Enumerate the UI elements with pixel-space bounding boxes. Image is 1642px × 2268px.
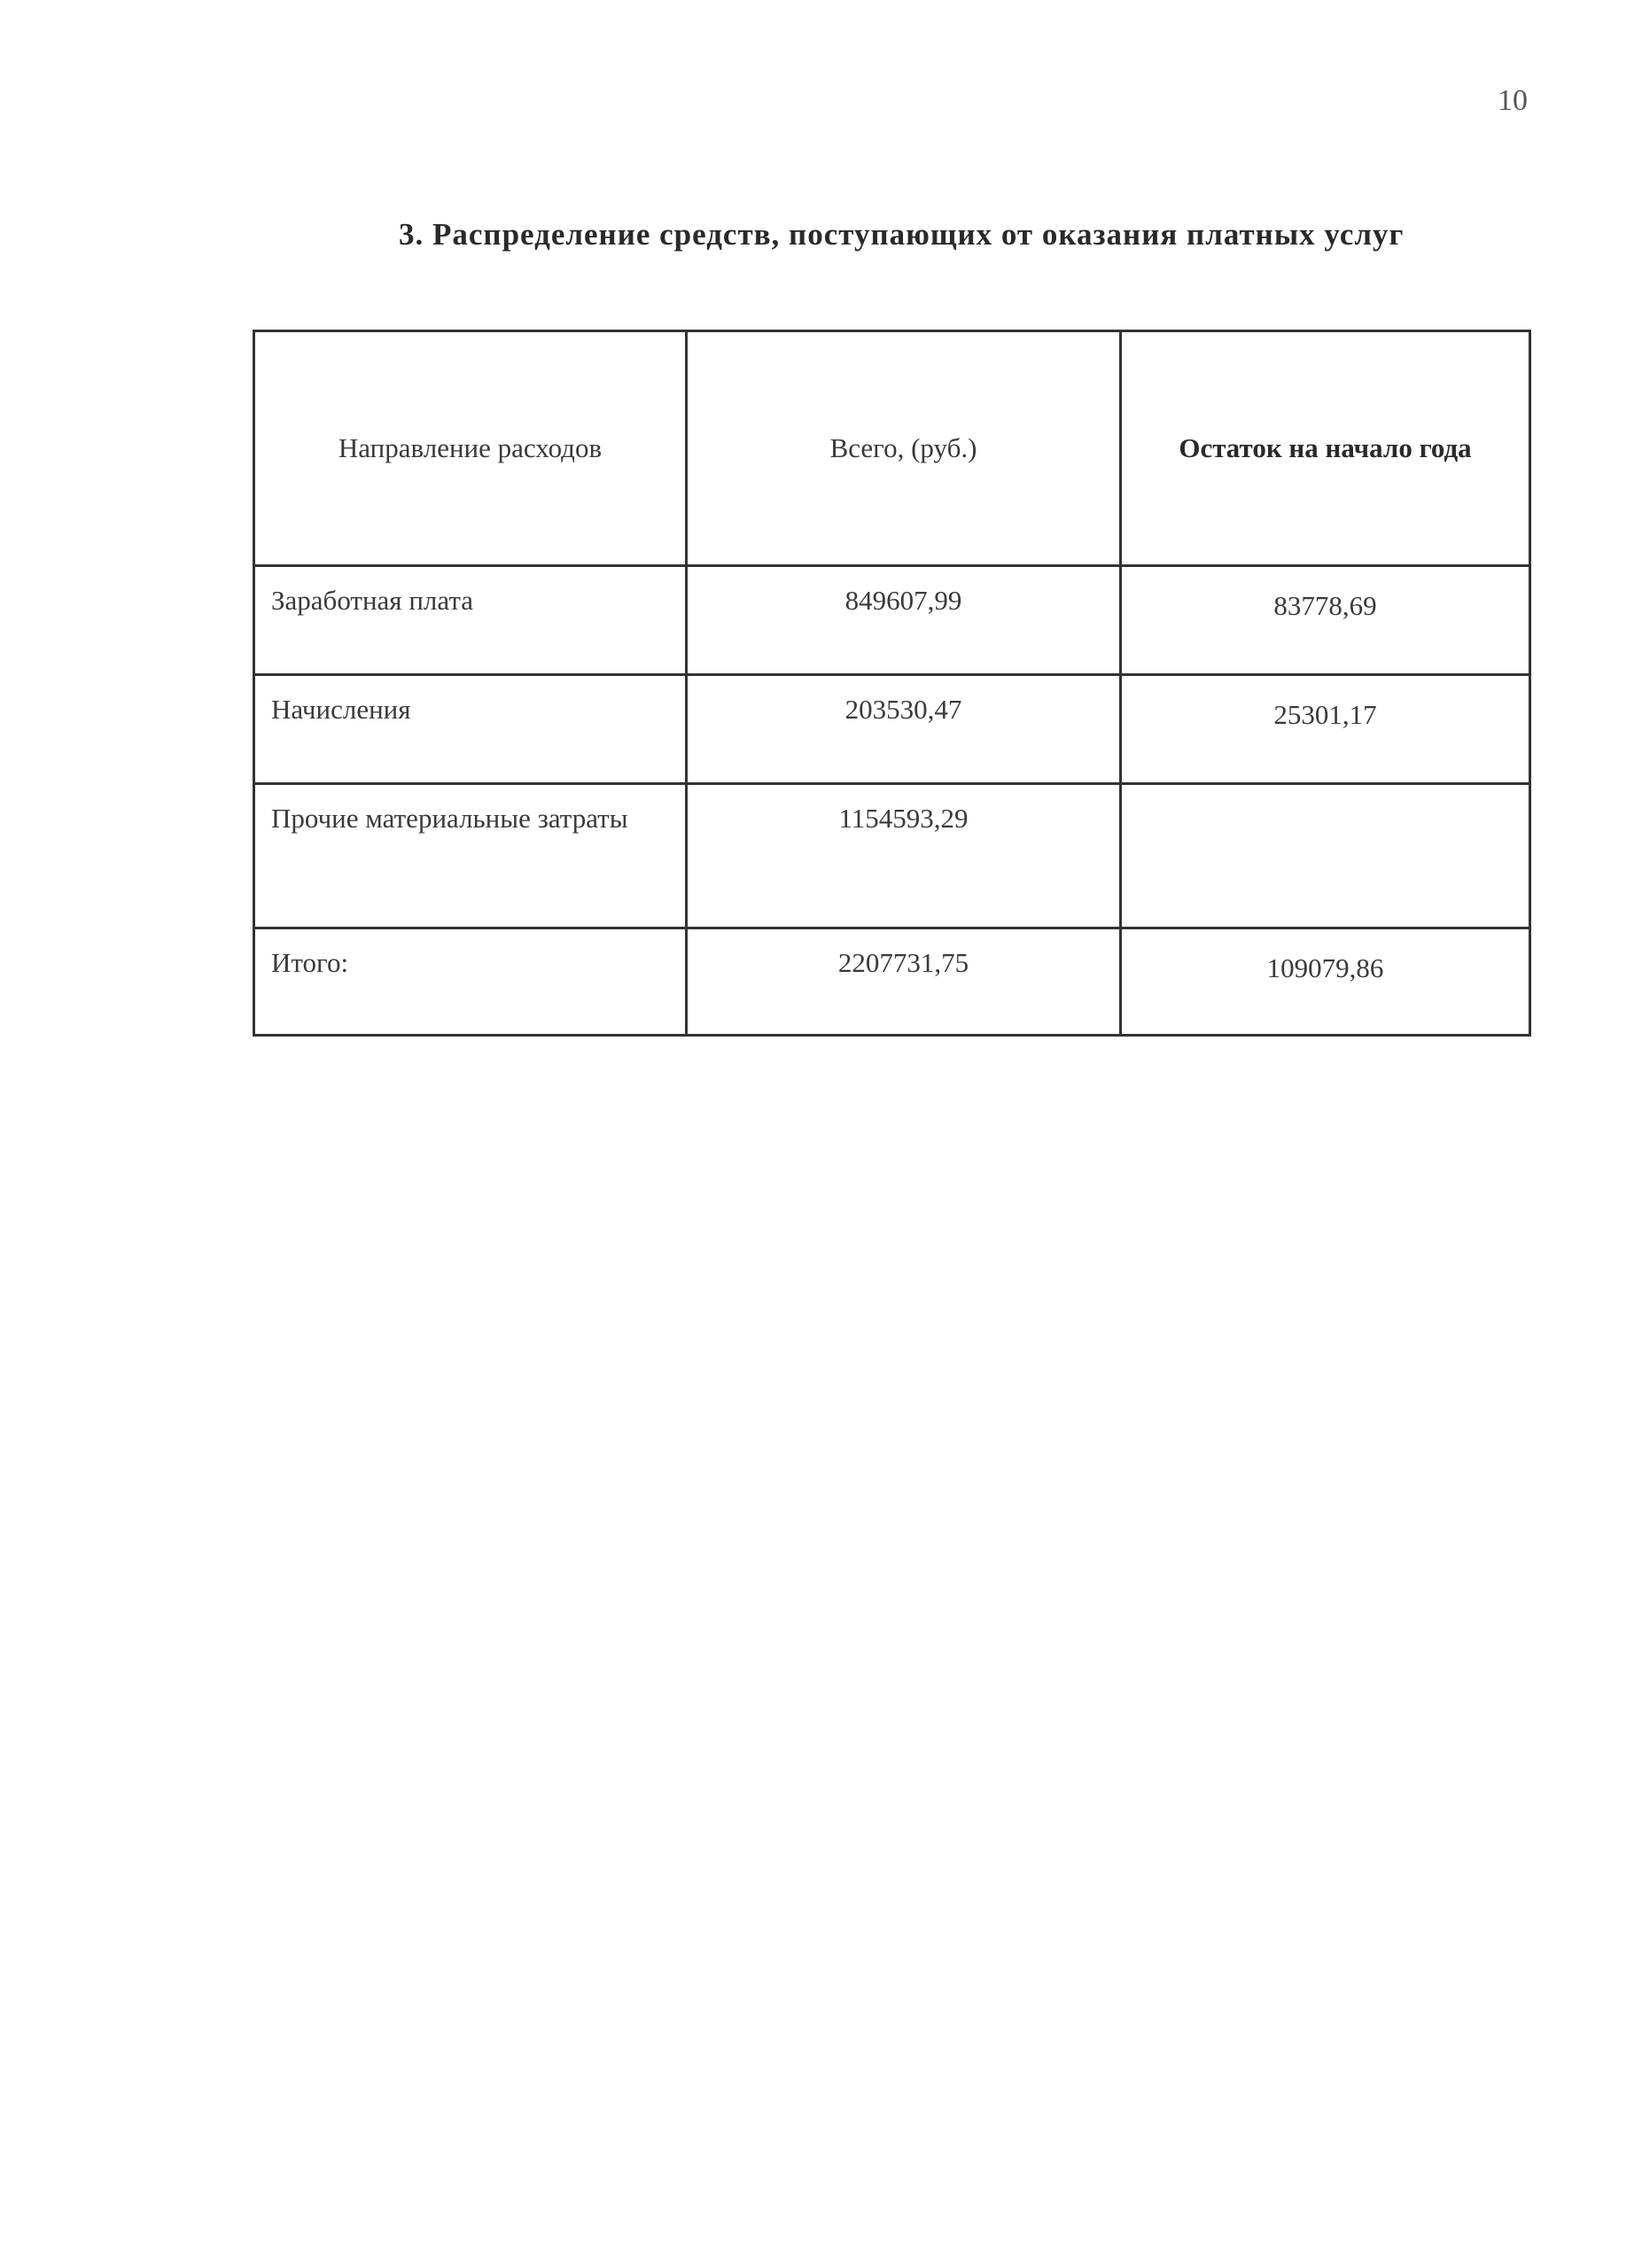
- total-sum: 2207731,75: [687, 928, 1121, 1036]
- row-label: Заработная плата: [254, 566, 687, 675]
- row-label: Прочие материальные затраты: [254, 784, 687, 928]
- header-expense-direction: Направление расходов: [254, 331, 687, 566]
- table-row: [254, 675, 1530, 784]
- row-label: Начисления: [254, 675, 687, 784]
- section-heading: 3. Распределение средств, поступающих от оказания платных услуг: [399, 217, 1405, 252]
- row-balance: 83778,69: [1121, 566, 1530, 675]
- row-total: 203530,47: [687, 675, 1121, 784]
- row-balance: 25301,17: [1121, 675, 1530, 784]
- total-label: Итого:: [254, 928, 687, 1036]
- expense-distribution-table: [253, 330, 1531, 1037]
- row-total: 849607,99: [687, 566, 1121, 675]
- total-balance: 109079,86: [1121, 928, 1530, 1036]
- row-balance: [1121, 784, 1530, 928]
- header-balance-start-year: Остаток на начало года: [1121, 331, 1530, 566]
- table-header-row: [254, 331, 1530, 566]
- table-total-row: [254, 928, 1530, 1036]
- table-row: [254, 784, 1530, 928]
- header-total-rub: Всего, (руб.): [687, 331, 1121, 566]
- page-number: 10: [1498, 84, 1528, 117]
- table-row: [254, 566, 1530, 675]
- row-total: 1154593,29: [687, 784, 1121, 928]
